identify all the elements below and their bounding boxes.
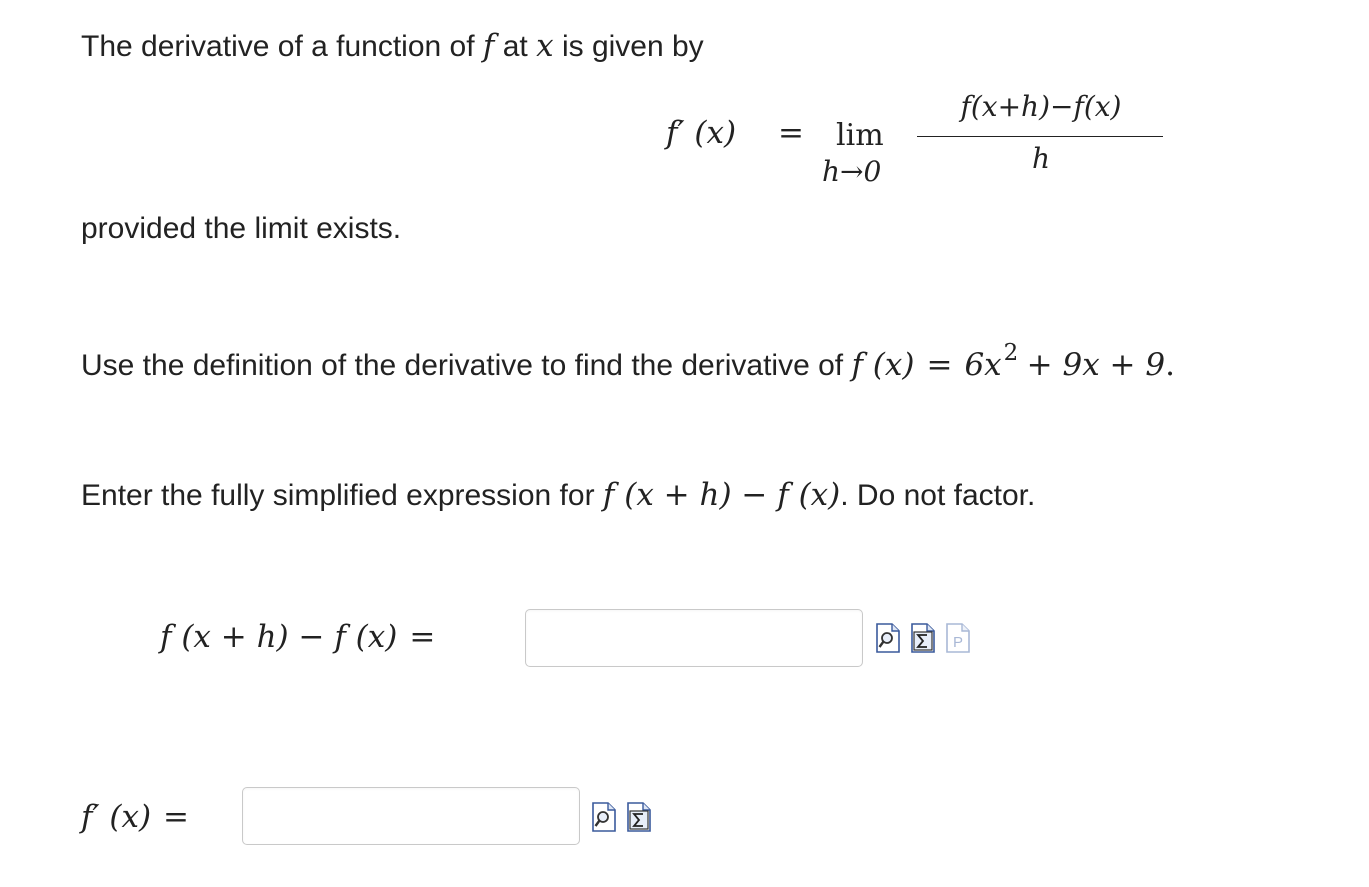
instruction-2-suffix: . Do not factor.: [840, 479, 1036, 512]
limit-subscript: h→0: [822, 155, 882, 188]
function-exponent: 2: [1003, 340, 1019, 366]
equation-editor-icon[interactable]: [626, 801, 652, 833]
answer-2-label-group: [81, 799, 201, 836]
function-equals: =: [926, 347, 953, 383]
x-symbol: x: [536, 28, 554, 64]
svg-text:P: P: [953, 634, 964, 651]
answer-1-equals: =: [409, 619, 436, 655]
instruction-enter-expression: [81, 477, 1035, 514]
f-symbol: f: [482, 28, 495, 64]
instruction-2-expression: f (x + h) − f (x): [602, 477, 841, 513]
answer-1-label-group: [160, 619, 447, 656]
instruction-find-derivative: [81, 340, 1175, 386]
instruction-1-prefix: Use the definition of the derivative to find the derivative of: [81, 349, 844, 382]
intro-prefix: The derivative of a function of: [81, 30, 475, 63]
function-period: .: [1165, 347, 1175, 383]
answer-2-label: f′ (x): [81, 799, 152, 835]
function-rest: + 9x + 9: [1026, 347, 1166, 383]
formula-equals: =: [778, 115, 804, 151]
formula-lhs: f′ (x): [666, 115, 737, 151]
answer-2-input[interactable]: [242, 787, 580, 845]
limit-operator: lim: [836, 118, 884, 153]
preview-icon[interactable]: [875, 622, 901, 654]
equation-editor-icon[interactable]: [910, 622, 936, 654]
intro-suffix: is given by: [561, 30, 704, 63]
instruction-2-prefix: Enter the fully simplified expression for: [81, 479, 595, 512]
preview-icon[interactable]: [591, 801, 617, 833]
function-lhs: f (x): [851, 347, 915, 383]
help-icon[interactable]: [945, 622, 971, 654]
provided-text: provided the limit exists.: [81, 212, 402, 245]
answer-1-input[interactable]: [525, 609, 863, 667]
intro-at: at: [502, 30, 528, 63]
fraction-numerator: f(x+h)−f(x): [960, 90, 1122, 123]
function-term-1: 6x: [964, 347, 1002, 383]
fraction-bar: [917, 136, 1163, 137]
answer-1-label: f (x + h) − f (x): [160, 619, 398, 655]
answer-2-equals: =: [163, 799, 190, 835]
intro-text: [81, 28, 704, 65]
fraction-denominator: h: [1031, 142, 1051, 175]
